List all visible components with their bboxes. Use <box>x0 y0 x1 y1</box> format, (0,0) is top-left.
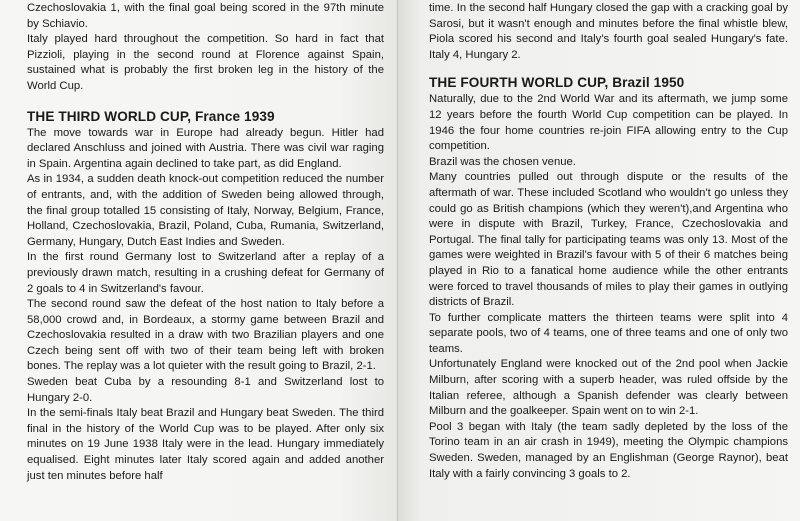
left-page <box>0 0 398 521</box>
section-heading-fourth-world-cup: THE FOURTH WORLD CUP, Brazil 1950 <box>429 75 685 91</box>
section-heading-third-world-cup: THE THIRD WORLD CUP, France 1939 <box>27 108 275 124</box>
left-intro-paragraph: Italy played hard throughout the competition. So hard in fact that Pizzioli, playing in the second round at Florence against Spain, sustained what is probably the first broken leg in the history of the World Cup. <box>27 33 384 92</box>
body-paragraph: In the first round Germany lost to Switzerland after a replay of a previously drawn match, resulting in a crushing defeat for Germany of 2 goals to 4 in Switzerland's favour. <box>27 251 384 295</box>
body-paragraph: Many countries pulled out through dispute or the results of the aftermath of war. These included Scotland who wouldn't go unless they could go as British champions (which they weren't),and Argentina who were in dispute with Brazil, Turkey, France, Czechoslovakia and Portugal. The final tally for participating teams was only 13. Most of the games were weighted in Brazil's favour with 5 of their 6 matches being played in Rio to a fanatical home audience while the other entrants were forced to travel thousands of miles to play their games in outlying districts of Brazil. <box>429 171 788 309</box>
body-paragraph: To further complicate matters the thirteen teams were split into 4 separate pools, two of 4 teams, one of three teams and one of only two teams. <box>429 311 788 355</box>
body-paragraph: As in 1934, a sudden death knock-out competition reduced the number of entrants, and, with the addition of Sweden being allowed through, the final group totalled 15 consisting of Italy, Norway, Belgium, France, Holland, Czechoslovakia, Brazil, Poland, Cuba, Rumania, Switzerland, Germany, Hungary, Dutch East Indies and Sweden. <box>27 173 384 248</box>
body-paragraph: Sweden beat Cuba by a resounding 8-1 and Switzerland lost to Hungary 2-0. <box>27 376 384 404</box>
body-paragraph: Pool 3 began with Italy (the team sadly depleted by the loss of the Torino team in an air crash in 1949), meeting the Olympic champions Sweden. Sweden, managed by an Englishman (George Raynor), beat Italy with a fairly convincing 3 goals to 2. <box>429 420 788 480</box>
body-paragraph: The second round saw the defeat of the host nation to Italy before a 58,000 crowd and, in Bordeaux, a stormy game between Brazil and Czechoslovakia resulted in a draw with two Brazilian players and one Czech being sent off with two of their team being left with broken bones. The replay was a lot quieter with the result going to Brazil, 2-1. <box>27 298 384 373</box>
body-paragraph: In the semi-finals Italy beat Brazil and Hungary beat Sweden. The third final in the history of the World Cup was to be played. After only six minutes on 19 June 1938 Italy were in the lead. Hungary immediately equalised. Eight minutes later Italy scored again and added another just ten minutes before half <box>27 407 384 482</box>
right-intro-paragraph: time. In the second half Hungary closed the gap with a cracking goal by Sarosi, but it wasn't enough and minutes before the final whistle blew, Piola scored his second and Italy's fourth goal sealed Hungary's fate. Italy 4, Hungary 2. <box>429 2 788 61</box>
body-paragraph: Brazil was the chosen venue. <box>429 155 576 168</box>
body-paragraph: Naturally, due to the 2nd World War and its aftermath, we jump some 12 years before the fourth World Cup competition can be played. In 1946 the four home countries re-join FIFA allowing entry to the Cup competition. <box>429 93 788 153</box>
body-paragraph: The move towards war in Europe had already begun. Hitler had declared Anschluss and joined with Austria. There was civil war raging in Spain. Argentina again declined to take part, as did England. <box>27 126 384 170</box>
left-intro-paragraph: Czechoslovakia 1, with the final goal being scored in the 97th minute by Schiavio. <box>27 2 384 30</box>
right-page <box>398 0 800 521</box>
body-paragraph: Unfortunately England were knocked out of the 2nd pool when Jackie Milburn, after scoring with a superb header, was ruled offside by the Italian referee, although a Spanish defender was clearly between Milburn and the goalkeeper. Spain went on to win 2-1. <box>429 358 788 418</box>
